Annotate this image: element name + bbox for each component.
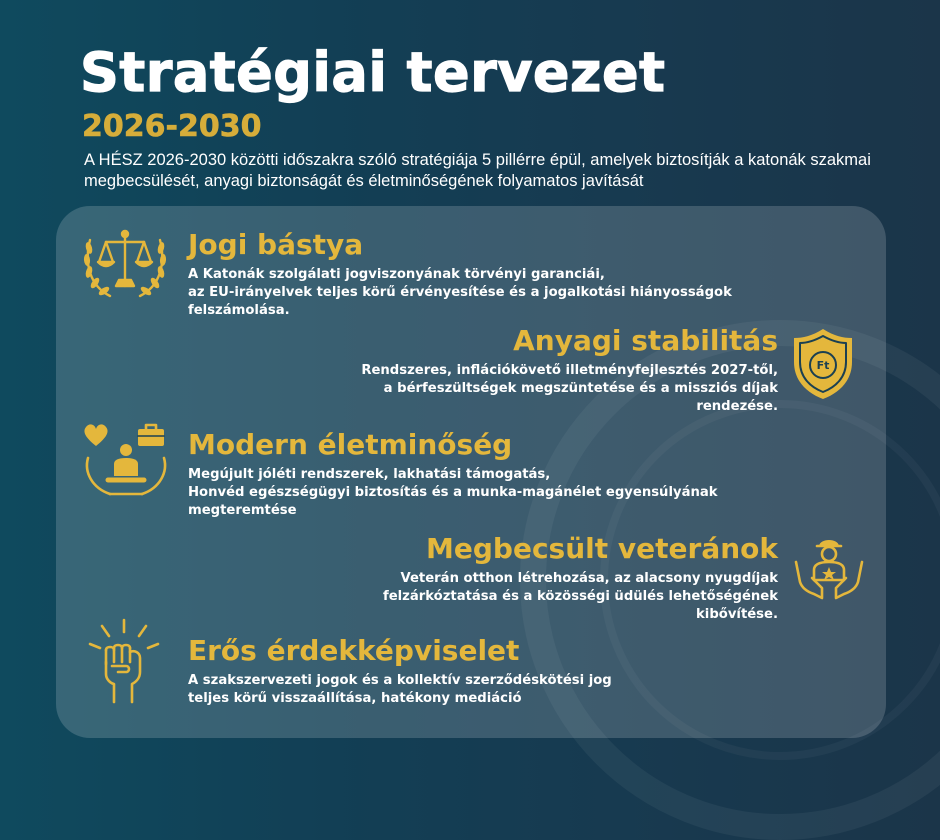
- pillar-title: Modern életminőség: [188, 428, 513, 461]
- pillar-eros-erdekkepviselet: [188, 634, 828, 708]
- veteran-hands-icon: [792, 532, 866, 604]
- pillar-description: Megújult jóléti rendszerek, lakhatási támogatás, Honvéd egészségügyi biztosítás és a munka-magánélet egyensúlyának megteremtése: [188, 467, 718, 518]
- work-life-balance-icon: [80, 420, 172, 502]
- pillar-jogi-bastya: [188, 228, 868, 320]
- svg-text:Ft: Ft: [816, 359, 830, 372]
- year-range: 2026-2030: [82, 109, 262, 144]
- pillar-anyagi-stabilitas: [180, 324, 778, 416]
- pillar-description: A szakszervezeti jogok és a kollektív szerződéskötési jog teljes körű visszaállítása, hatékony mediáció: [188, 673, 612, 706]
- pillar-description: Veterán otthon létrehozása, az alacsony nyugdíjak felzárkóztatása és a közösségi üdülés lehetőségének kibővítése.: [382, 571, 778, 622]
- pillar-megbecsult-veteranok: [180, 532, 778, 624]
- pillar-description: Rendszeres, inflációkövető illetményfejlesztés 2027-től, a bérfeszültségek megszüntetése és a missziós díjak rendezése.: [361, 363, 778, 414]
- intro-text: A HÉSZ 2026-2030 közötti időszakra szóló stratégiája 5 pillérre épül, amelyek biztosítják a katonák szakmai megbecsülését, anyagi biztonságát és életminőségének folyamatos javítását: [84, 151, 871, 190]
- pillar-description: A Katonák szolgálati jogviszonyának törvényi garanciái, az EU-irányelvek teljes körű érvényesítése és a jogalkotási hiányosságok felszámolása.: [188, 267, 732, 318]
- pillar-title: Erős érdekképviselet: [188, 634, 520, 667]
- pillar-title: Megbecsült veteránok: [426, 532, 778, 565]
- page-title: Stratégiai tervezet: [80, 41, 666, 104]
- scales-laurel-icon: [80, 218, 170, 306]
- raised-fist-icon: [82, 616, 166, 708]
- pillar-modern-eletminoseg: [188, 428, 878, 520]
- pillar-title: Anyagi stabilitás: [513, 324, 778, 357]
- shield-ft-icon: [790, 326, 856, 402]
- pillar-title: Jogi bástya: [188, 228, 364, 261]
